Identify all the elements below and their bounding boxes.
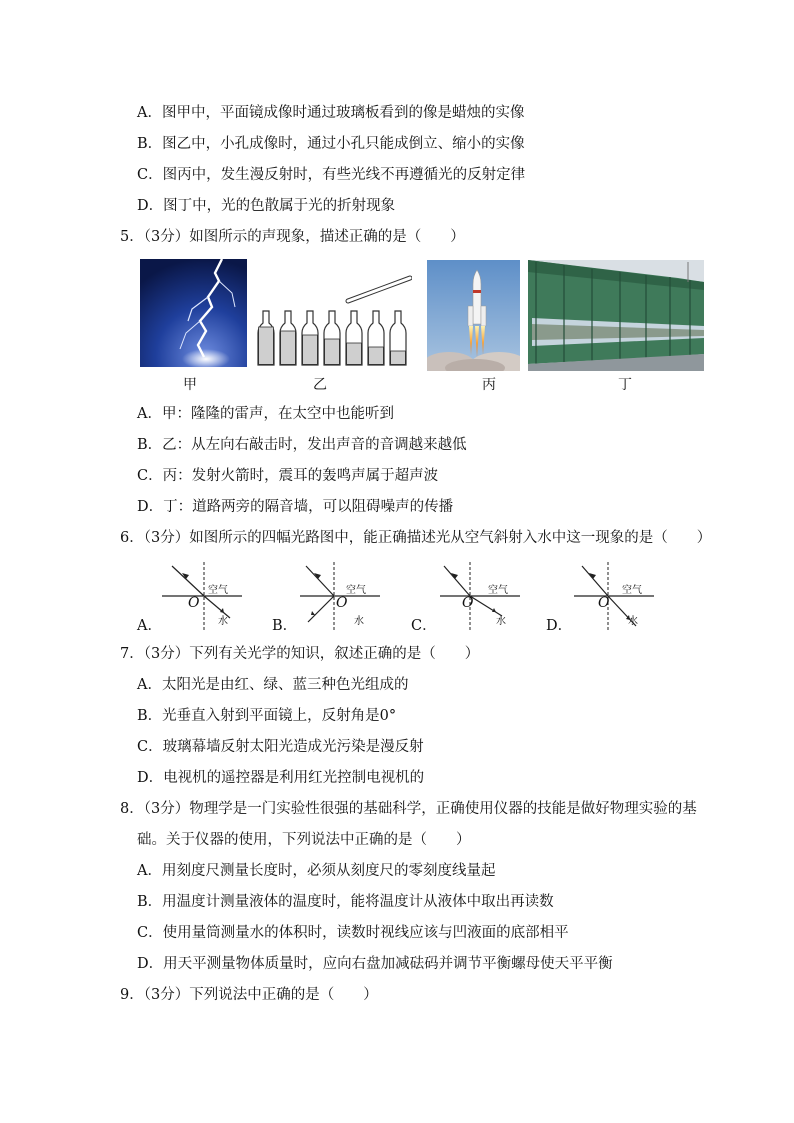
diagram-d-water: 水 <box>628 616 638 627</box>
q7-stem: 7．（3分）下列有关光学的知识，叙述正确的是（ ） <box>120 646 480 662</box>
ray-diagram-d <box>574 560 654 632</box>
q4-option-d: D．图丁中，光的色散属于光的折射现象 <box>137 198 396 214</box>
q8-option-a: A．用刻度尺测量长度时，必须从刻度尺的零刻度线量起 <box>137 863 496 879</box>
caption-bing: 丙 <box>482 377 496 393</box>
diagram-c-origin: O <box>462 595 474 611</box>
sound-barrier-image <box>528 260 704 371</box>
q4-option-a: A．图甲中，平面镜成像时通过玻璃板看到的像是蜡烛的实像 <box>137 105 525 121</box>
q8-option-d: D．用天平测量物体质量时，应向右盘加减砝码并调节平衡螺母使天平平衡 <box>137 956 613 972</box>
ray-diagram-a <box>162 560 242 632</box>
q6-option-d-label: D． <box>546 618 573 634</box>
lightning-image <box>140 259 247 367</box>
q8-option-c: C．使用量筒测量水的体积时，读数时视线应该与凹液面的底部相平 <box>137 925 569 941</box>
diagram-d-air: 空气 <box>622 585 642 596</box>
diagram-a-air: 空气 <box>208 585 228 596</box>
q8-stem-line1: 8．（3分）物理学是一门实验性很强的基础科学，正确使用仪器的技能是做好物理实验的基 <box>120 801 697 817</box>
caption-jia: 甲 <box>183 377 197 393</box>
caption-yi: 乙 <box>313 377 327 393</box>
q9-stem: 9．（3分）下列说法中正确的是（ ） <box>120 987 378 1003</box>
q6-option-c-label: C． <box>411 618 437 634</box>
q5-stem: 5．（3分）如图所示的声现象，描述正确的是（ ） <box>120 229 465 245</box>
diagram-b-water: 水 <box>354 616 364 627</box>
q7-option-a: A．太阳光是由红、绿、蓝三种色光组成的 <box>137 677 409 693</box>
q6-stem: 6．（3分）如图所示的四幅光路图中，能正确描述光从空气斜射入水中这一现象的是（ ） <box>120 530 712 546</box>
q5-option-d: D．丁：道路两旁的隔音墙，可以阻碍噪声的传播 <box>137 499 454 515</box>
rocket-image <box>427 260 520 371</box>
caption-ding: 丁 <box>618 377 632 393</box>
q7-option-b: B．光垂直入射到平面镜上，反射角是0° <box>137 708 397 724</box>
q4-option-b: B．图乙中，小孔成像时，通过小孔只能成倒立、缩小的实像 <box>137 136 525 152</box>
q5-option-a: A．甲：隆隆的雷声，在太空中也能听到 <box>137 406 394 422</box>
diagram-d-origin: O <box>598 595 610 611</box>
q8-stem-line2: 础。关于仪器的使用，下列说法中正确的是（ ） <box>137 832 471 848</box>
diagram-b-air: 空气 <box>346 585 366 596</box>
diagram-a-water: 水 <box>218 616 228 627</box>
diagram-b-origin: O <box>336 595 348 611</box>
q7-option-c: C．玻璃幕墙反射太阳光造成光污染是漫反射 <box>137 739 424 755</box>
q4-option-c: C．图丙中，发生漫反射时，有些光线不再遵循光的反射定律 <box>137 167 526 183</box>
bottles-figure <box>256 275 412 369</box>
ray-diagram-c <box>440 560 520 632</box>
q5-option-c: C．丙：发射火箭时，震耳的轰鸣声属于超声波 <box>137 468 439 484</box>
q6-option-a-label: A． <box>137 618 162 634</box>
diagram-c-water: 水 <box>496 616 506 627</box>
diagram-a-origin: O <box>188 595 200 611</box>
q5-option-b: B．乙：从左向右敲击时，发出声音的音调越来越低 <box>137 437 467 453</box>
q6-option-b-label: B． <box>272 618 298 634</box>
q8-option-b: B．用温度计测量液体的温度时，能将温度计从液体中取出再读数 <box>137 894 554 910</box>
diagram-c-air: 空气 <box>488 585 508 596</box>
q7-option-d: D．电视机的遥控器是利用红光控制电视机的 <box>137 770 425 786</box>
